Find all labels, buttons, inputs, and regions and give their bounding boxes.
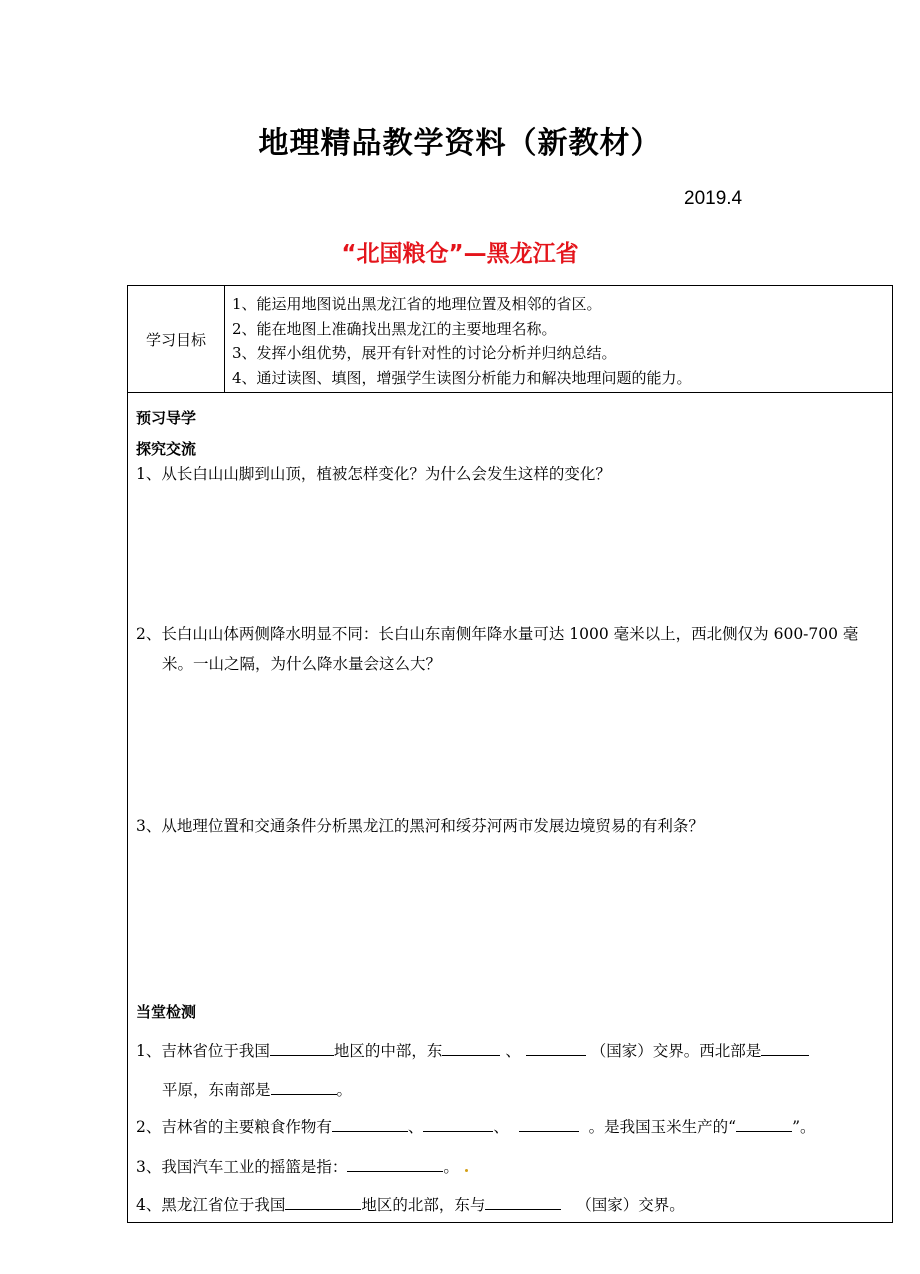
learning-goals-row [128,286,892,393]
dot-mark [465,1169,468,1172]
check-q1-text: 地区的中部，东 [333,1042,443,1060]
check-question-4 [136,1193,888,1215]
check-q4-number: 4、 [136,1196,162,1214]
check-q1-text: （国家）交界。西北部是 [590,1042,762,1060]
document-date: 2019.4 [684,188,743,209]
check-q2-number: 2、 [136,1118,162,1136]
goal-item: 4、通过读图、填图，增强学生读图分析能力和解决地理问题的能力。 [232,368,692,387]
check-q4-text: 地区的北部，东与 [361,1196,486,1214]
blank-field[interactable] [761,1041,809,1056]
worksheet-table [127,285,893,1223]
check-question-1 [136,1039,888,1061]
blank-field[interactable] [423,1117,493,1132]
blank-field[interactable] [285,1195,361,1210]
learning-goals-list [232,292,886,390]
check-q1-text: 吉林省位于我国 [161,1042,270,1060]
check-q2-text: 、 [407,1118,424,1136]
check-question-1-cont [136,1078,914,1100]
lesson-title: “北国粮仓”—黑龙江省 [341,241,579,267]
blank-field[interactable] [736,1117,792,1132]
blank-field[interactable] [442,1041,500,1056]
learning-goals-label: 学习目标 [128,286,225,392]
check-q1-text: 。 [336,1081,353,1099]
check-q2-text: 。是我国玉米生产的“ [588,1118,737,1136]
blank-field[interactable] [332,1117,408,1132]
check-q3-text: 。 [443,1158,459,1176]
check-q2-text: 吉林省的主要粮食作物有 [161,1118,332,1136]
explore-heading: 探究交流 [136,440,197,458]
goal-item: 3、发挥小组优势，展开有针对性的讨论分析并归纳总结。 [232,344,617,362]
document-title: 地理精品教学资料（新教材） [258,126,662,161]
check-q2-text: ”。 [792,1118,816,1136]
check-q1-number: 1、 [136,1042,162,1060]
question-2: 2、长白山山体两侧降水明显不同：长白山东南侧年降水量可达 1000 毫米以上，西北侧仅为 600-700 毫米。一山之隔，为什么降水量会这么大？ [136,625,859,673]
preview-heading: 预习导学 [136,409,197,427]
question-1: 1、从长白山山脚到山顶，植被怎样变化？为什么会发生这样的变化？ [136,465,611,483]
blank-field[interactable] [519,1117,579,1132]
blank-field[interactable] [270,1041,334,1056]
goal-item: 2、能在地图上准确找出黑龙江的主要地理名称。 [232,319,557,338]
question-3: 3、从地理位置和交通条件分析黑龙江的黑河和绥芬河两市发展边境贸易的有利条？ [136,817,704,835]
goal-item: 1、能运用地图说出黑龙江省的地理位置及相邻的省区。 [232,295,602,313]
check-q1-text: 、 [505,1042,521,1060]
check-q2-text: 、 [493,1118,509,1136]
blank-field[interactable] [485,1195,561,1210]
check-q3-number: 3、 [136,1158,162,1176]
check-heading: 当堂检测 [136,1003,197,1021]
check-q1-text: 平原，东南部是 [162,1081,271,1099]
check-q3-text: 我国汽车工业的摇篮是指： [161,1158,348,1176]
check-q4-text: （国家）交界。 [576,1196,685,1214]
check-question-3 [136,1155,888,1177]
check-q4-text: 黑龙江省位于我国 [161,1196,286,1214]
blank-field[interactable] [347,1157,443,1172]
check-question-2 [136,1115,888,1137]
blank-field[interactable] [271,1080,337,1095]
blank-field[interactable] [526,1041,586,1056]
